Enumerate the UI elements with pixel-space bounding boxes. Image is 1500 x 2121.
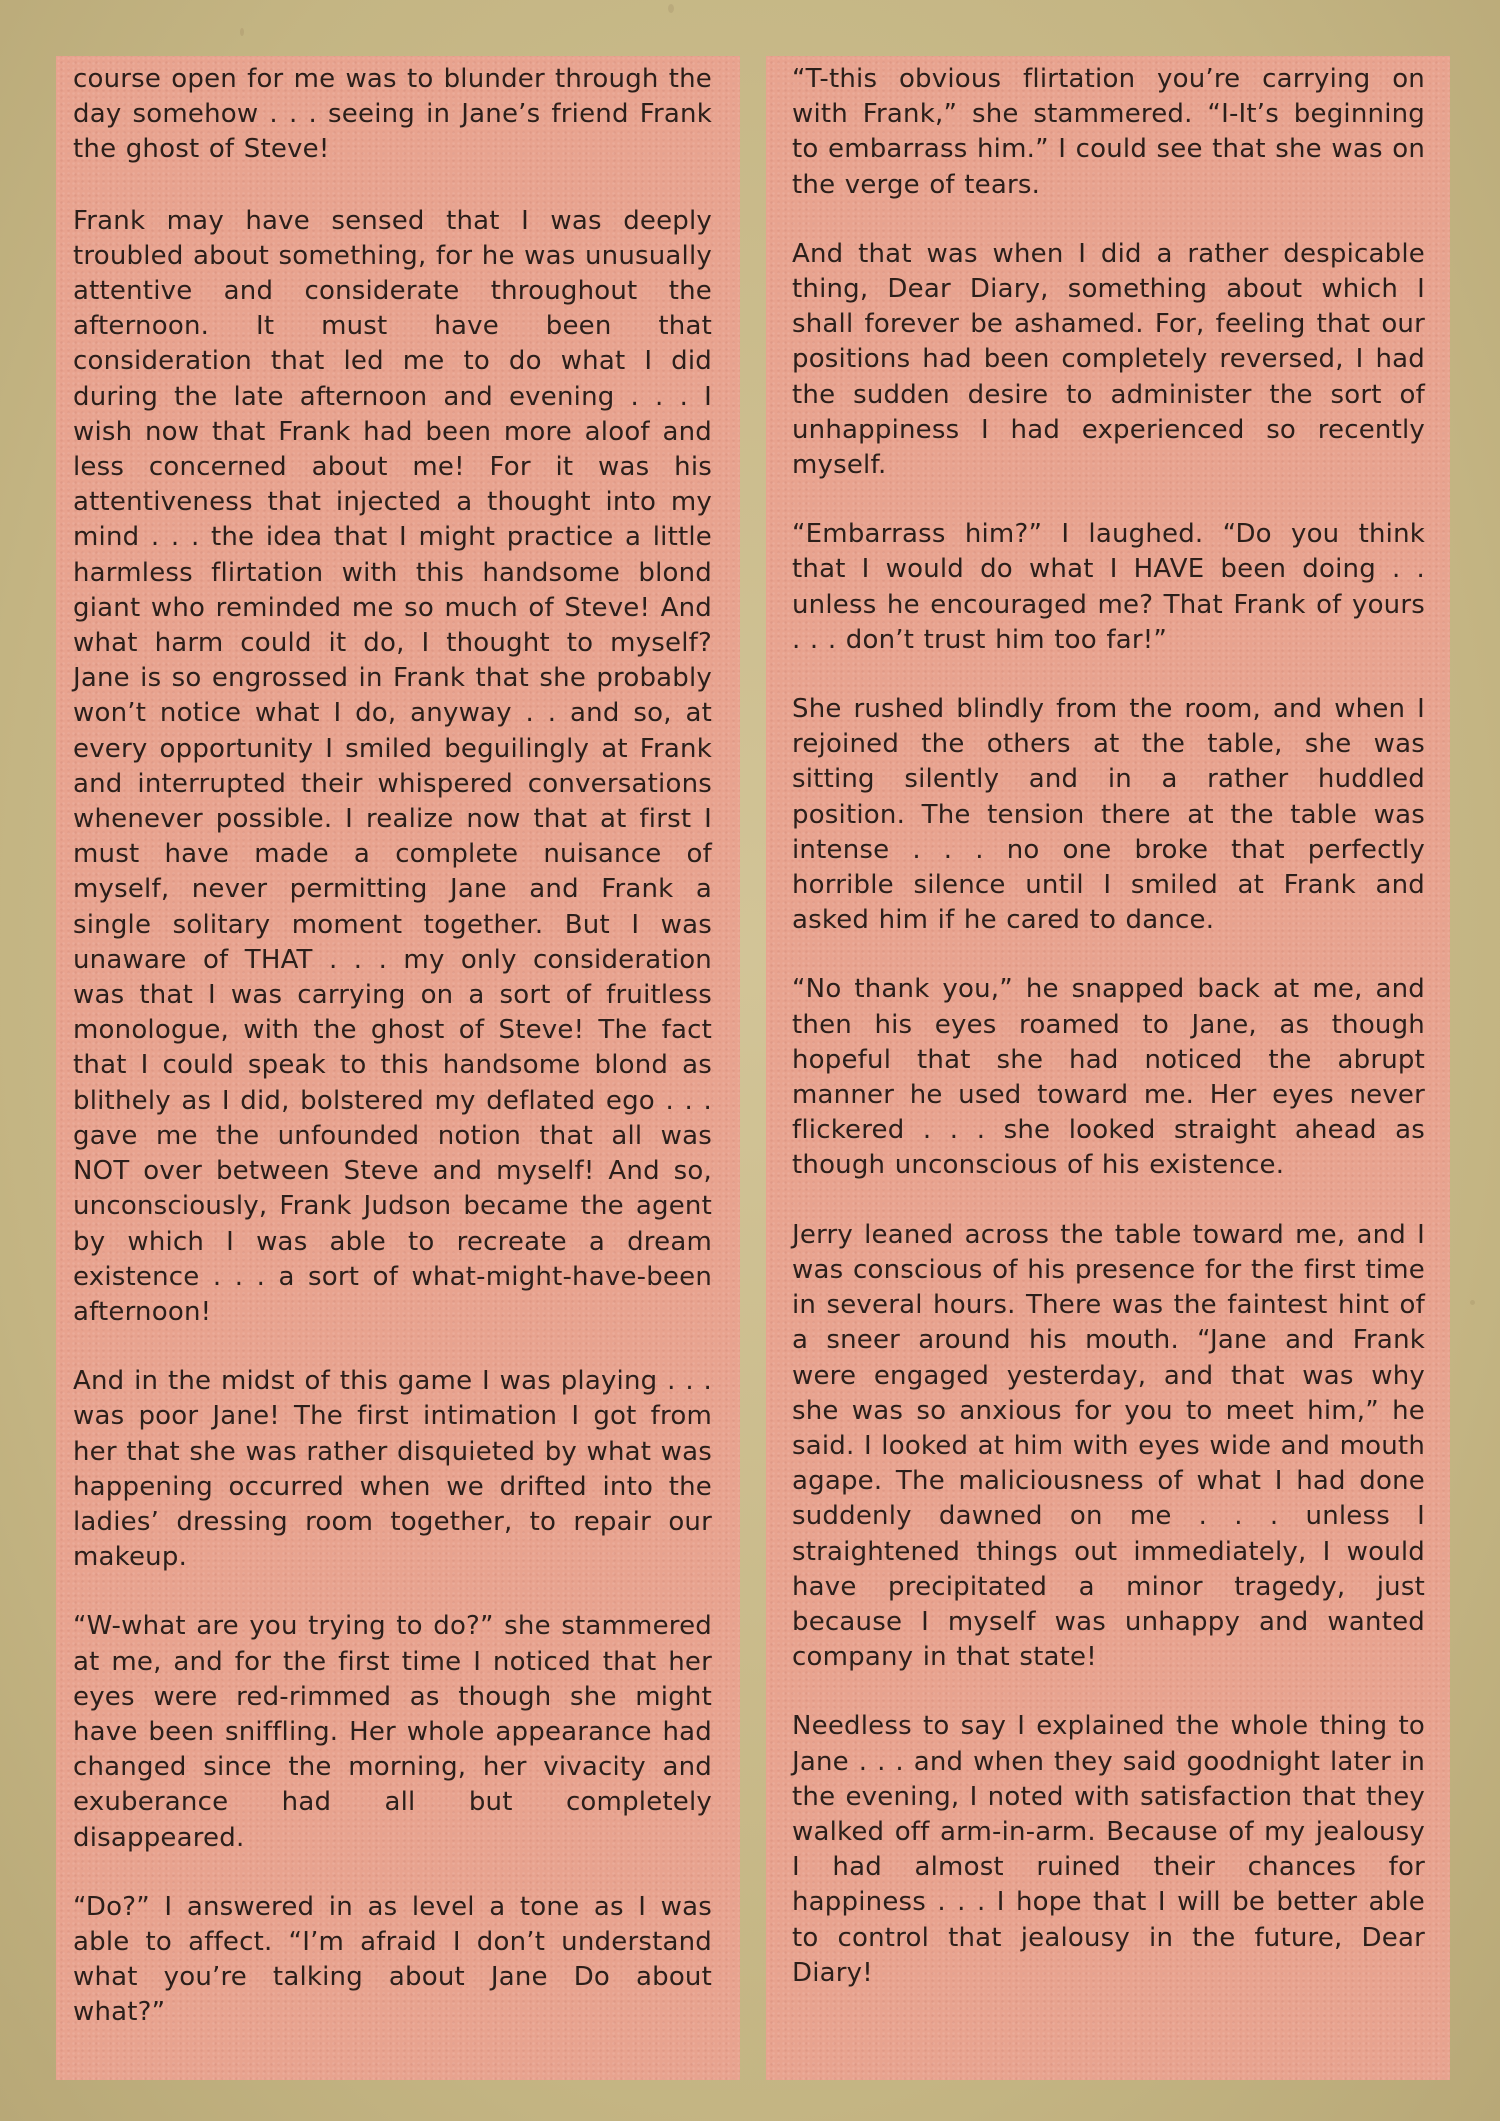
paper-speck (668, 4, 674, 13)
paragraph: “Embarrass him?” I laughed. “Do you think that I would do what I HAVE been doing . . unless he encouraged me? That Frank of yours . . . don’t trust him too far!” (792, 519, 1425, 655)
paragraph: course open for me was to blunder through the day somehow . . . seeing in Jane’s friend Frank the ghost of Steve! (73, 64, 712, 165)
paragraph: Jerry leaned across the table toward me, and I was conscious of his presence for the first time in several hours. There was the faintest hint of a sneer around his mouth. “Jane and Frank were engaged yesterday, and that was why she was so anxious for you to meet him,” he said. I looked at him with eyes wide and mouth agape. The maliciousness of what I had done suddenly dawned on me . . . unless I straightened things out immediately, I would have precipitated a minor tragedy, just because I myself was unhappy and wanted company in that state! (792, 1219, 1425, 1673)
right-text-column (766, 56, 1450, 2080)
paragraph: “W-what are you trying to do?” she stammered at me, and for the first time I noticed that her eyes were red-rimmed as though she might have been sniffling. Her whole appearance had changed since the morning, her vivacity and exuberance had all but completely disappeared. (73, 1611, 712, 1853)
paragraph: Needless to say I explained the whole thing to Jane . . . and when they said goodnight later in the evening, I noted with satisfaction that they walked off arm-in-arm. Because of my jealousy I had almost ruined their chances for happiness . . . I hope that I will be better able to control that jealousy in the future, Dear Diary! (792, 1711, 1425, 1988)
paragraph: “No thank you,” he snapped back at me, and then his eyes roamed to Jane, as though hopeful that she had noticed the abrupt manner he used toward me. Her eyes never flickered . . . she looked straight ahead as though unconscious of his existence. (792, 974, 1425, 1181)
paragraph: Frank may have sensed that I was deeply troubled about something, for he was unusually attentive and considerate throughout the afternoon. It must have been that consideration that led me to do what I did during the late afternoon and evening . . . I wish now that Frank had been more aloof and less concerned about me! For it was his attentiveness that injected a thought into my mind . . . the idea that I might practice a little harmless flirtation with this handsome blond giant who reminded me so much of Steve! And what harm could it do, I thought to myself? Jane is so engrossed in Frank that she probably won’t notice what I do, anyway . . and so, at every opportunity I smiled beguilingly at Frank and interrupted their whispered conversations whenever possible. I realize now that at first I must have made a complete nuisance of myself, never permitting Jane and Frank a single solitary moment together. But I was unaware of THAT . . . my only consideration was that I was carrying on a sort of fruitless monologue, with the ghost of Steve! The fact that I could speak to this handsome blond as blithely as I did, bolstered my deflated ego . . . gave me the unfounded notion that all was NOT over between Steve and myself! And so, unconsciously, Frank Judson became the agent by which I was able to recreate a dream existence . . . a sort of what-might-have-been afternoon! (73, 205, 712, 1327)
paragraph: She rushed blindly from the room, and when I rejoined the others at the table, she was sitting silently and in a rather huddled position. The tension there at the table was intense . . . no one broke that perfectly horrible silence until I smiled at Frank and asked him if he cared to dance. (792, 694, 1425, 936)
paragraph: “T-this obvious flirtation you’re carrying on with Frank,” she stammered. “I-It’s beginning to embarrass him.” I could see that she was on the verge of tears. (792, 64, 1425, 200)
paper-speck (1470, 1300, 1475, 1305)
paper-speck (240, 28, 244, 36)
paragraph: And in the midst of this game I was playing . . . was poor Jane! The first intimation I got from her that she was rather disquieted by what was happening occurred when we drifted into the ladies’ dressing room together, to repair our makeup. (73, 1366, 712, 1573)
paragraph: “Do?” I answered in as level a tone as I was able to affect. “I’m afraid I don’t understand what you’re talking about Jane Do about what?” (73, 1891, 712, 2028)
left-text-column (56, 56, 740, 2080)
paragraph: And that was when I did a rather despicable thing, Dear Diary, something about which I shall forever be ashamed. For, feeling that our positions had been completely reversed, I had the sudden desire to administer the sort of unhappiness I had experienced so recently myself. (792, 238, 1425, 481)
